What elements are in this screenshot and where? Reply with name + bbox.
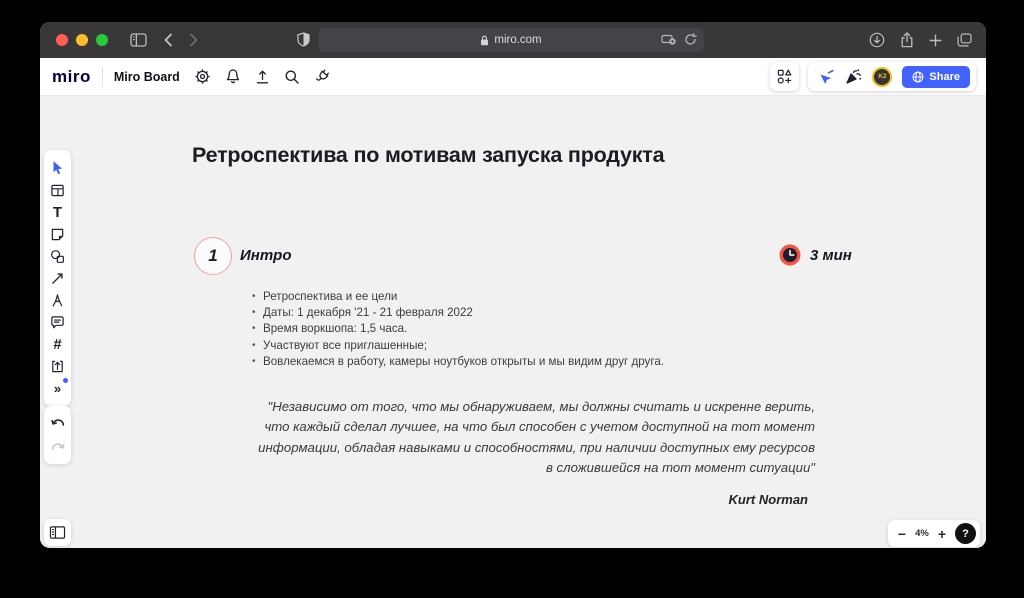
upload-tool-icon[interactable] — [44, 355, 71, 377]
redo-icon[interactable] — [44, 435, 71, 459]
settings-gear-icon[interactable] — [194, 68, 211, 85]
step-number: 1 — [208, 246, 218, 265]
board-title-text[interactable]: Ретроспектива по мотивам запуска продукта — [192, 143, 665, 167]
undo-redo-toolbar — [44, 406, 71, 464]
board-canvas[interactable] — [40, 96, 986, 547]
close-window-button[interactable] — [56, 34, 68, 46]
tab-overview-icon[interactable] — [957, 33, 972, 47]
sticky-note-icon[interactable] — [44, 223, 71, 245]
timer[interactable] — [779, 244, 852, 266]
zoom-level[interactable]: 4% — [915, 528, 929, 539]
clock-icon — [779, 244, 801, 266]
templates-icon[interactable] — [44, 179, 71, 201]
notification-dot — [63, 378, 68, 383]
select-cursor-icon[interactable] — [44, 157, 71, 179]
zoom-in-button[interactable]: + — [937, 525, 946, 542]
list-item: • Время воркшопа: 1,5 часа. — [252, 321, 722, 337]
minimize-window-button[interactable] — [76, 34, 88, 46]
frames-panel-icon — [49, 525, 66, 540]
list-item: • Ретроспектива и ее цели — [252, 289, 722, 305]
collaboration-bar — [808, 62, 976, 91]
miro-logo[interactable]: miro — [52, 66, 91, 86]
undo-icon[interactable] — [44, 411, 71, 435]
reload-icon[interactable] — [684, 33, 697, 46]
zoom-toolbar — [888, 520, 980, 547]
help-button[interactable]: ? — [955, 523, 976, 544]
list-item: • Вовлекаемся в работу, камеры ноутбуков открыты и мы видим друг друга. — [252, 354, 722, 370]
quote-line: "Независимо от того, что мы обнаруживаем, мы должны считать и искренне верить, — [267, 399, 815, 414]
plugin-icon[interactable] — [314, 68, 331, 85]
list-item: • Даты: 1 декабря '21 - 21 февраля 2022 — [252, 305, 722, 321]
globe-icon — [912, 71, 924, 83]
browser-window — [40, 22, 986, 548]
divider — [102, 67, 103, 87]
traffic-lights — [56, 34, 108, 46]
search-icon[interactable] — [284, 69, 300, 85]
comment-icon[interactable] — [44, 311, 71, 333]
step-number-circle[interactable] — [194, 237, 232, 275]
more-tools-icon[interactable]: » — [44, 377, 71, 399]
follow-cursors-icon[interactable] — [818, 69, 835, 85]
app-header — [40, 58, 986, 96]
quote-line: информации, обладая навыками и способностями, при наличии доступных ему ресурсов — [258, 439, 815, 455]
share-button[interactable] — [902, 66, 970, 88]
shapes-icon[interactable] — [44, 245, 71, 267]
downloads-icon[interactable] — [869, 32, 885, 48]
list-item: • Участвуют все приглашенные; — [252, 338, 722, 354]
frames-panel-toggle[interactable] — [44, 519, 71, 546]
frame-tool-icon[interactable]: # — [44, 333, 71, 355]
privacy-shield-icon[interactable] — [297, 32, 310, 47]
forward-chevron-icon[interactable] — [189, 33, 199, 47]
avatar[interactable]: K2 — [872, 67, 892, 87]
sidebar-toggle-icon[interactable] — [130, 33, 147, 47]
quote-block[interactable] — [255, 397, 815, 507]
back-chevron-icon[interactable] — [163, 33, 173, 47]
quote-line: что каждый сделал лучшее, на что был способен с учетом доступной на тот момент — [264, 419, 815, 435]
titlebar — [40, 22, 986, 58]
url-bar[interactable] — [318, 28, 704, 52]
new-tab-icon[interactable] — [929, 34, 942, 47]
notifications-bell-icon[interactable] — [225, 68, 241, 85]
quote-line: в сложившейся на тот момент ситуации" — [545, 460, 815, 476]
share-icon[interactable] — [900, 32, 914, 48]
quote-author: Kurt Norman — [728, 491, 808, 507]
privacy-report-icon[interactable] — [661, 33, 677, 46]
reactions-party-icon[interactable] — [845, 68, 862, 85]
step-title-text[interactable]: Интро — [240, 247, 292, 264]
connection-line-icon[interactable] — [44, 267, 71, 289]
timer-label: 3 мин — [810, 246, 852, 264]
bullet-list[interactable] — [252, 289, 722, 370]
text-tool-icon[interactable]: T — [44, 201, 71, 223]
apps-grid-icon — [777, 69, 792, 84]
maximize-window-button[interactable] — [96, 34, 108, 46]
lock-icon — [480, 35, 489, 46]
export-icon[interactable] — [255, 69, 270, 85]
facilitation-tools-button[interactable] — [770, 62, 799, 91]
tool-palette — [44, 150, 71, 406]
zoom-out-button[interactable]: − — [897, 525, 907, 542]
pen-icon[interactable] — [44, 289, 71, 311]
url-text: miro.com — [494, 34, 542, 46]
share-button-label: Share — [929, 70, 960, 83]
board-name[interactable]: Miro Board — [113, 69, 180, 84]
